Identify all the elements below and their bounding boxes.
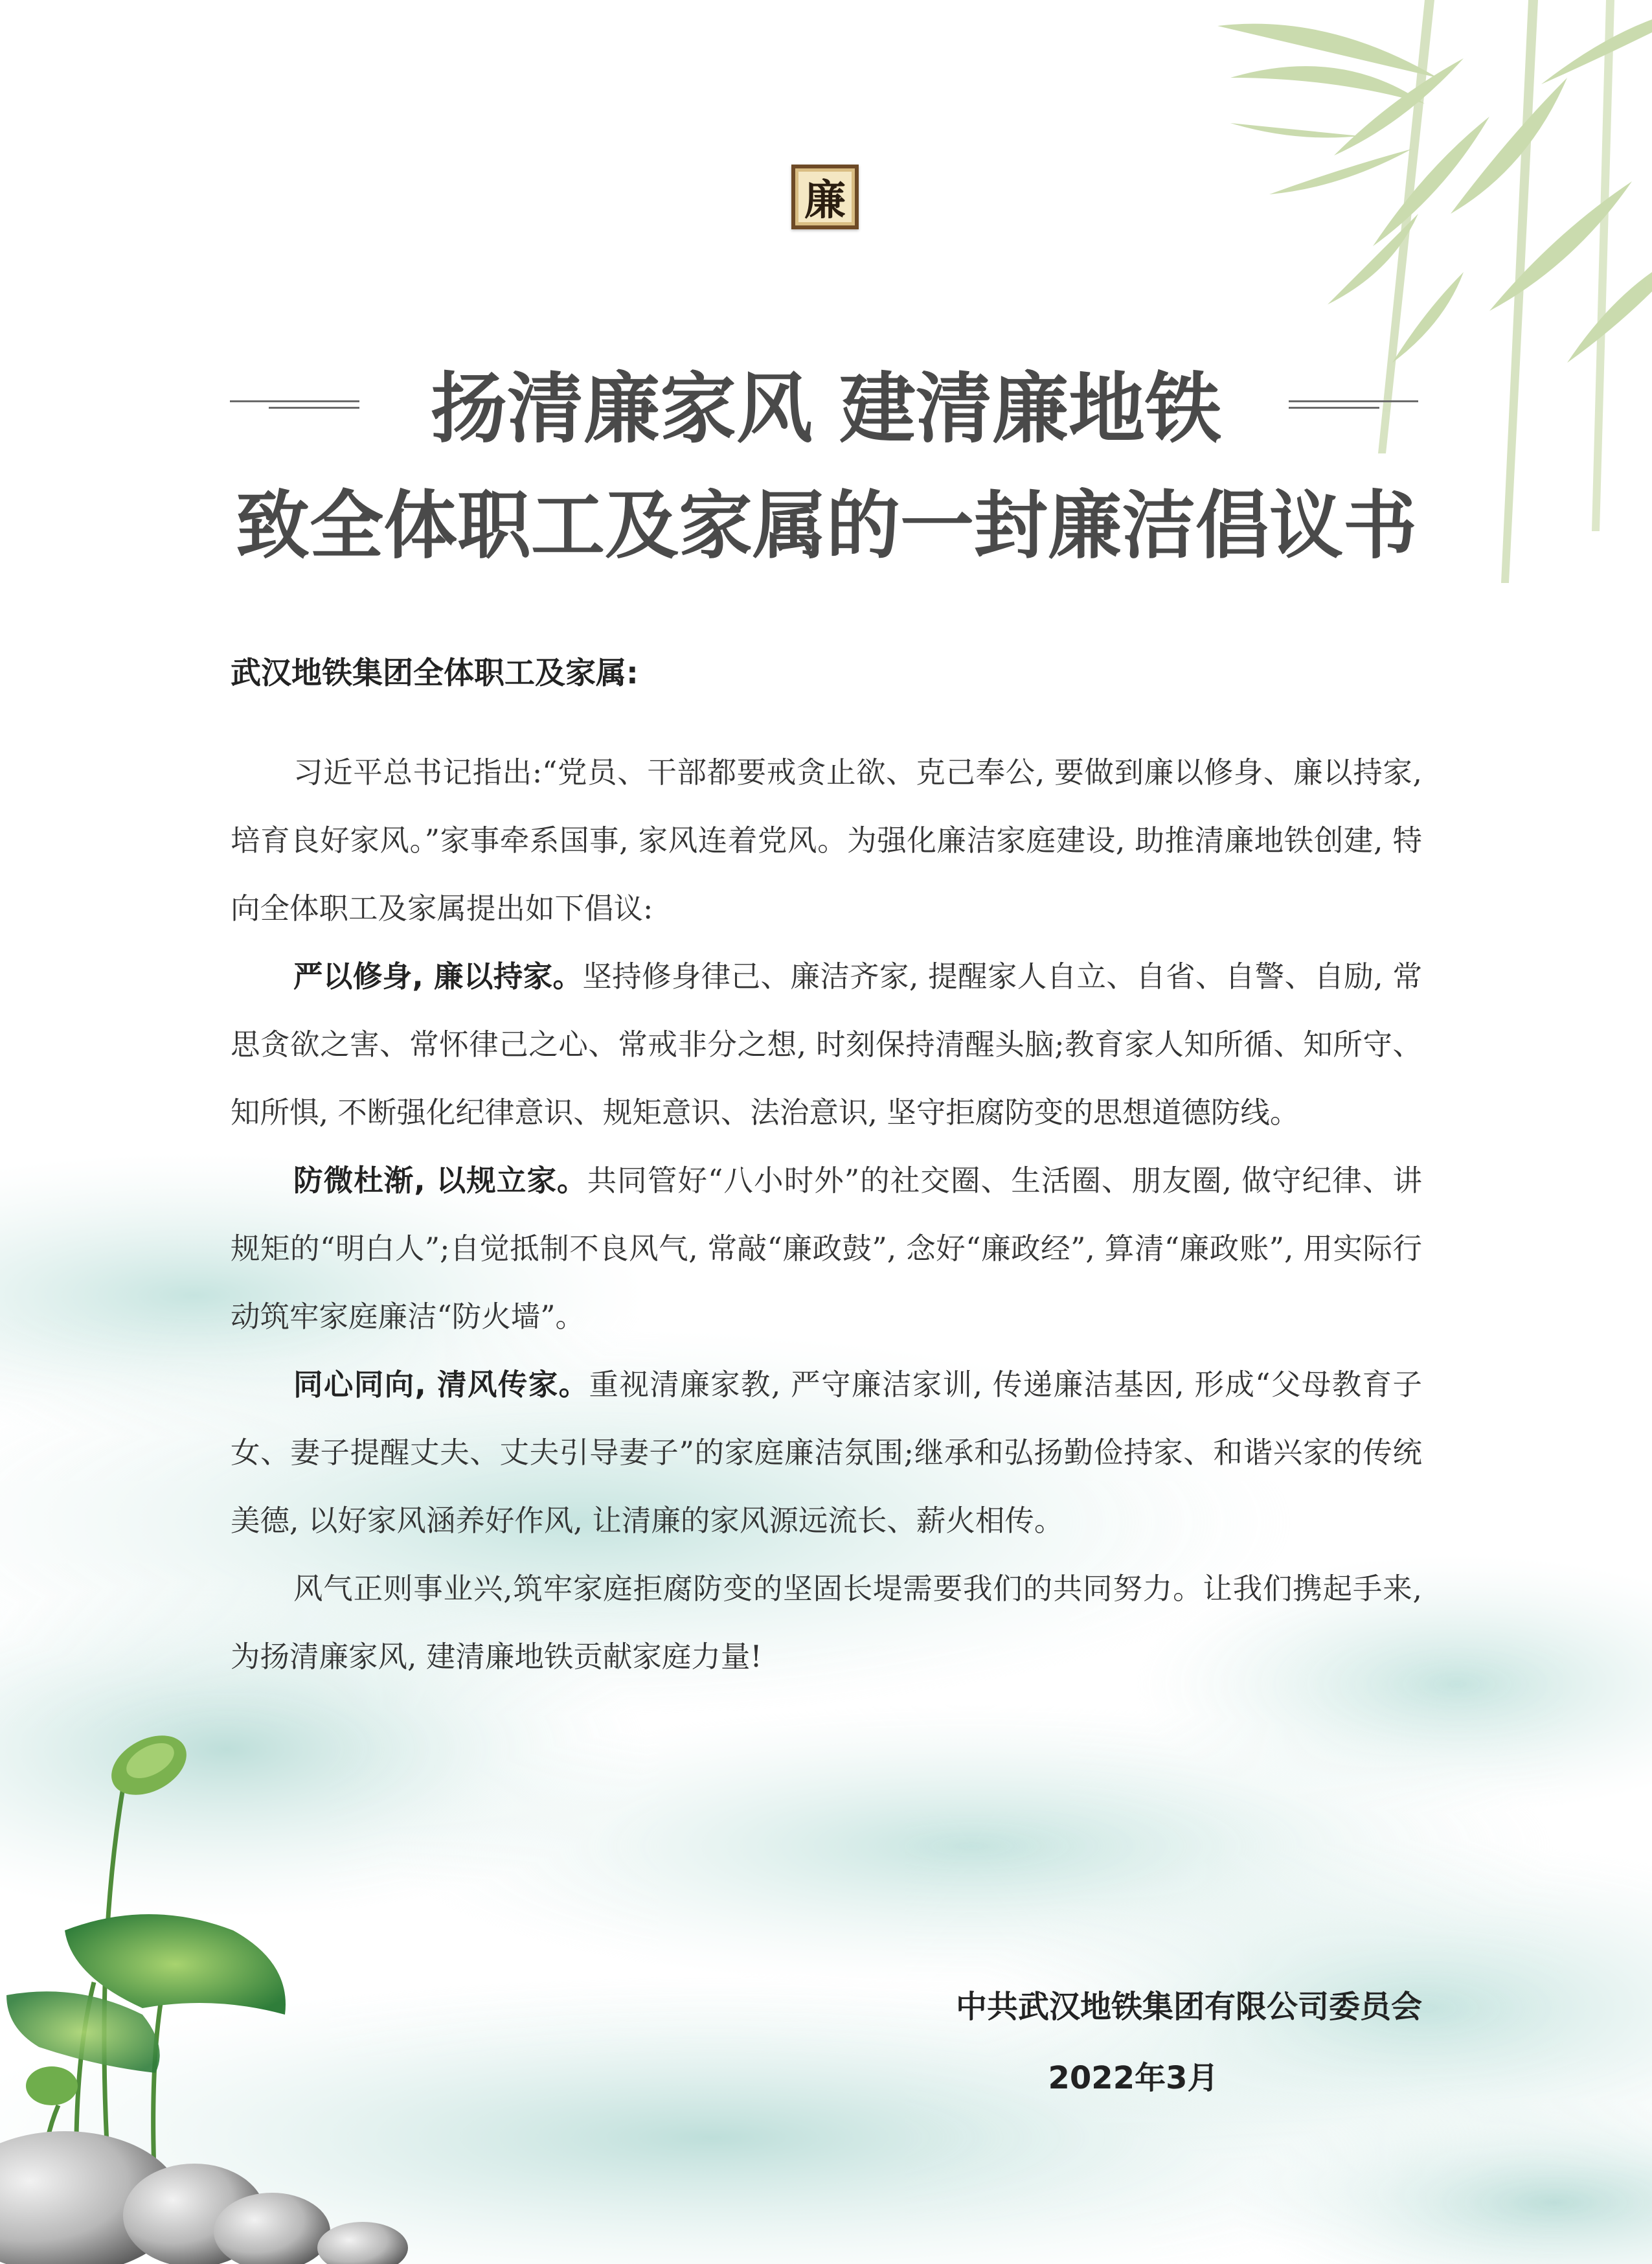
paragraph-text: 风气正则事业兴,筑牢家庭拒腐防变的坚固长堤需要我们的共同努力。让我们携起手来, 为扬清廉家风, 建清廉地铁贡献家庭力量!: [231, 1572, 1422, 1674]
paragraph-intro: [231, 738, 1422, 943]
paragraph-text: 重视清廉家教, 严守廉洁家训, 传递廉洁基因, 形成“父母教育子女、妻子提醒丈夫、丈夫引导妻子”的家庭廉洁氛围;继承和弘扬勤俭持家、和谐兴家的传统美德, 以好家风涵养好作风, 让清廉的家风源远流长、薪火相传。: [231, 1367, 1422, 1538]
lian-seal-emblem: [791, 165, 859, 229]
title-line-1: 扬清廉家风 建清廉地铁: [430, 364, 1222, 453]
title-line-2: 致全体职工及家属的一封廉洁倡议书: [235, 483, 1417, 569]
signature-date: 2022年3月: [1048, 2060, 1219, 2096]
paragraph-lead: 防微杜渐, 以规立家。: [293, 1163, 587, 1198]
signature-org: 中共武汉地铁集团有限公司委员会: [955, 1989, 1422, 2025]
letter-body: [231, 738, 1422, 1691]
paragraph-initiative-2: [231, 1147, 1422, 1351]
paragraph-lead: 同心同向, 清风传家。: [293, 1367, 589, 1402]
paragraph-text: 习近平总书记指出:“党员、干部都要戒贪止欲、克己奉公, 要做到廉以修身、廉以持家, 培育良好家风。”家事牵系国事, 家风连着党风。为强化廉洁家庭建设, 助推清廉地铁创建, 特向全体职工及家属提出如下倡议:: [231, 755, 1422, 926]
paragraph-closing: [231, 1555, 1422, 1691]
paragraph-initiative-3: [231, 1351, 1422, 1555]
seal-char: 廉: [804, 176, 846, 225]
salutation: 武汉地铁集团全体职工及家属:: [231, 656, 639, 691]
paragraph-initiative-1: [231, 943, 1422, 1147]
paragraph-text: 坚持修身律己、廉洁齐家, 提醒家人自立、自省、自警、自励, 常思贪欲之害、常怀律己之心、常戒非分之想, 时刻保持清醒头脑;教育家人知所循、知所守、知所惧, 不断强化纪律意识、规矩意识、法治意识, 坚守拒腐防变的思想道德防线。: [231, 959, 1422, 1130]
paragraph-text: 共同管好“八小时外”的社交圈、生活圈、朋友圈, 做守纪律、讲规矩的“明白人”;自觉抵制不良风气, 常敲“廉政鼓”, 念好“廉政经”, 算清“廉政账”, 用实际行动筑牢家庭廉洁“防火墙”。: [231, 1163, 1422, 1334]
paragraph-lead: 严以修身, 廉以持家。: [293, 959, 583, 994]
